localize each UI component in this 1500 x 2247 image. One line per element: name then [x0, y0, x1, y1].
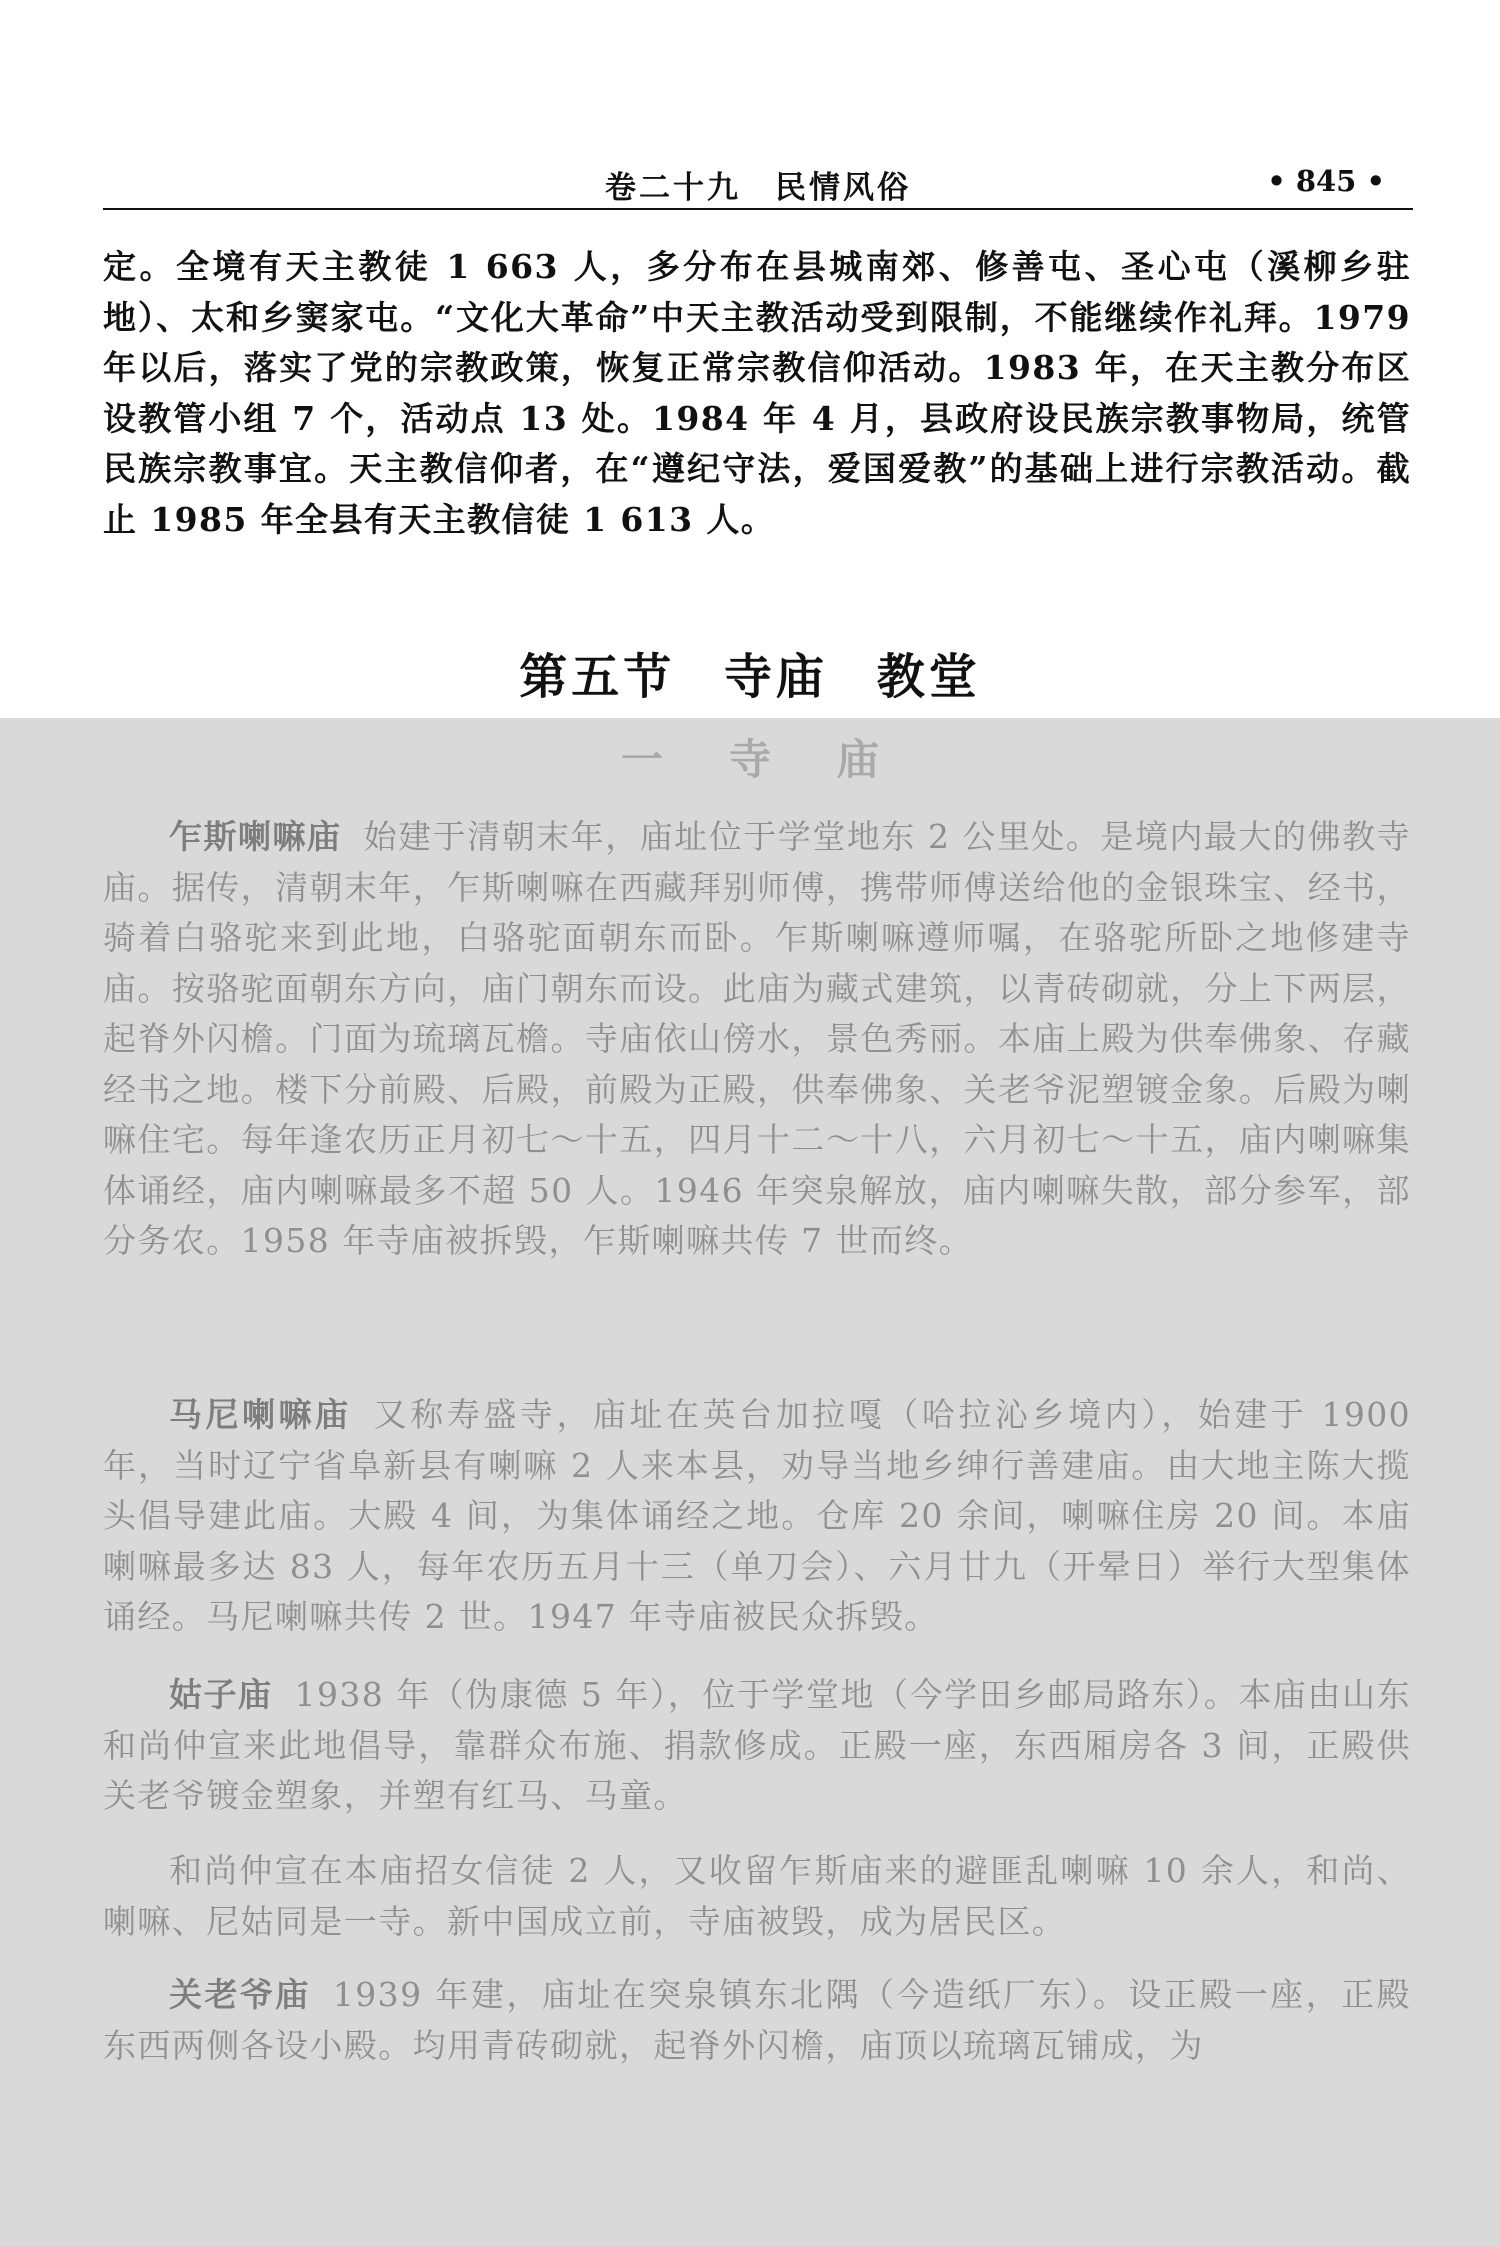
- temple-name: 马尼喇嘛庙: [169, 1395, 352, 1434]
- temple-name: 乍斯喇嘛庙: [169, 817, 342, 856]
- temple-entry: [103, 1670, 1411, 1822]
- page-number: • 845 •: [1267, 164, 1385, 198]
- temple-entry-continued: [103, 1846, 1411, 1947]
- temple-text: 和尚仲宣在本庙招女信徒 2 人，又收留乍斯庙来的避匪乱喇嘛 10 余人，和尚、喇嘛、尼姑同是一寺。新中国成立前，寺庙被毁，成为居民区。: [103, 1851, 1411, 1941]
- temple-text: 又称寿盛寺，庙址在英台加拉嘎（哈拉沁乡境内），始建于 1900 年，当时辽宁省阜新县有喇嘛 2 人来本县，劝导当地乡绅行善建庙。由大地主陈大揽头倡导建此庙。大殿 4 间，为集体诵经之地。仓库 20 余间，喇嘛住房 20 间。本庙喇嘛最多达 83 人，每年农历五月十三（单刀会）、六月廿九（开晕日）举行大型集体诵经。马尼喇嘛共传 2 世。1947 年寺庙被民众拆毁。: [103, 1395, 1412, 1636]
- temple-name: 姑子庙: [169, 1675, 273, 1714]
- running-title: 卷二十九 民情风俗: [605, 170, 911, 206]
- temple-name: 关老爷庙: [169, 1975, 311, 2014]
- temple-entry: [103, 1390, 1411, 1643]
- temple-text: 1938 年（伪康德 5 年），位于学堂地（今学田乡邮局路东）。本庙由山东和尚仲宣来此地倡导，靠群众布施、捐款修成。正殿一座，东西厢房各 3 间，正殿供关老爷镀金塑象，并塑有红马、马童。: [103, 1675, 1412, 1815]
- section-heading: 第五节 寺庙 教堂: [519, 649, 981, 705]
- temple-entry: [103, 812, 1411, 1267]
- sub-heading: 一寺庙: [620, 735, 945, 784]
- temple-entry: [103, 1970, 1411, 2071]
- running-header: [103, 150, 1413, 210]
- temple-text: 始建于清朝末年，庙址位于学堂地东 2 公里处。是境内最大的佛教寺庙。据传，清朝末年，乍斯喇嘛在西藏拜别师傅，携带师傅送给他的金银珠宝、经书，骑着白骆驼来到此地，白骆驼面朝东而卧。乍斯喇嘛遵师嘱，在骆驼所卧之地修建寺庙。按骆驼面朝东方向，庙门朝东而设。此庙为藏式建筑，以青砖砌就，分上下两层，起脊外闪檐。门面为琉璃瓦檐。寺庙依山傍水，景色秀丽。本庙上殿为供奉佛象、存藏经书之地。楼下分前殿、后殿，前殿为正殿，供奉佛象、关老爷泥塑镀金象。后殿为喇嘛住宅。每年逢农历正月初七～十五，四月十二～十八，六月初七～十五，庙内喇嘛集体诵经，庙内喇嘛最多不超 50 人。1946 年突泉解放，庙内喇嘛失散，部分参军，部分务农。1958 年寺庙被拆毁，乍斯喇嘛共传 7 世而终。: [103, 817, 1412, 1260]
- temple-text: 1939 年建，庙址在突泉镇东北隅（今造纸厂东）。设正殿一座，正殿东西两侧各设小殿。均用青砖砌就，起脊外闪檐，庙顶以琉璃瓦铺成，为: [103, 1975, 1411, 2065]
- intro-paragraph: 定。全境有天主教徒 1 663 人，多分布在县城南郊、修善屯、圣心屯（溪柳乡驻地）、太和乡窦家屯。“文化大革命”中天主教活动受到限制，不能继续作礼拜。1979 年以后，落实了党的宗教政策，恢复正常宗教信仰活动。1983 年，在天主教分布区设教管小组 7 个，活动点 13 处。1984 年 4 月，县政府设民族宗教事物局，统管民族宗教事宜。天主教信仰者，在“遵纪守法，爱国爱教”的基础上进行宗教活动。截止 1985 年全县有天主教信徒 1 613 人。: [103, 247, 1411, 539]
